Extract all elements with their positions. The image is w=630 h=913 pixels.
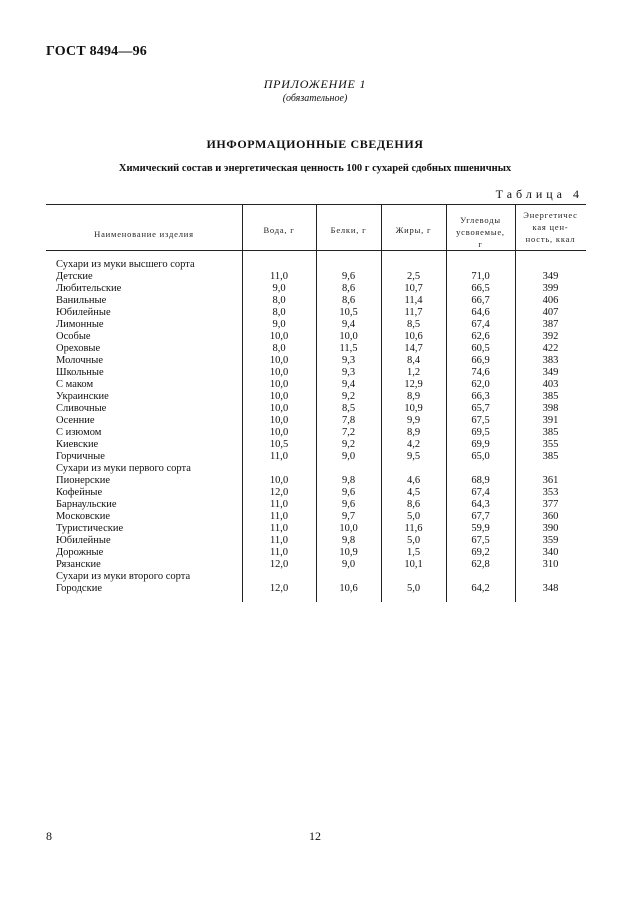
- row-water: 9,0: [272, 283, 286, 294]
- row-carbs: 66,9: [471, 355, 490, 366]
- row-water: 11,0: [270, 523, 288, 534]
- row-fat: 5,0: [406, 535, 421, 546]
- row-name: Школьные: [56, 367, 104, 378]
- row-energy: 385: [542, 451, 559, 462]
- row-fat: 1,2: [406, 367, 421, 378]
- row-energy: 310: [542, 559, 559, 570]
- row-water: 11,0: [270, 271, 288, 282]
- row-name: С маком: [56, 379, 94, 390]
- row-protein: 9,4: [341, 379, 356, 390]
- row-carbs: 69,5: [471, 427, 490, 438]
- table-row: [46, 439, 586, 451]
- row-protein: 9,2: [341, 439, 356, 450]
- table-row: [46, 535, 586, 547]
- row-energy: 349: [542, 271, 559, 282]
- row-name: Пионерские: [56, 475, 111, 486]
- header-protein: Белки, г: [330, 225, 367, 235]
- row-name: Осенние: [56, 415, 95, 426]
- table-row: [46, 307, 586, 319]
- row-carbs: 67,7: [471, 511, 490, 522]
- row-energy: 353: [542, 487, 559, 498]
- table-row: [46, 355, 586, 367]
- row-fat: 8,9: [406, 427, 421, 438]
- row-carbs: 66,5: [471, 283, 490, 294]
- row-name: Любительские: [56, 283, 122, 294]
- row-protein: 9,8: [341, 535, 356, 546]
- footer-number: 8: [46, 829, 52, 843]
- row-carbs: 69,9: [471, 439, 490, 450]
- row-fat: 10,1: [404, 559, 423, 570]
- row-protein: 9,4: [341, 319, 356, 330]
- row-name: Ореховые: [56, 343, 101, 354]
- row-protein: 9,2: [341, 391, 356, 402]
- row-name: Лимонные: [56, 319, 104, 330]
- row-carbs: 65,7: [471, 403, 490, 414]
- row-name: Кофейные: [56, 487, 103, 498]
- table-row: [46, 295, 586, 307]
- row-water: 11,0: [270, 451, 288, 462]
- row-protein: 9,3: [341, 355, 356, 366]
- row-water: 10,0: [269, 379, 289, 390]
- row-protein: 8,6: [341, 295, 356, 306]
- row-name: Дорожные: [56, 547, 104, 558]
- row-fat: 8,4: [406, 355, 421, 366]
- row-water: 10,0: [269, 427, 289, 438]
- table-row: [46, 583, 586, 595]
- row-fat: 10,9: [404, 403, 423, 414]
- row-carbs: 68,9: [471, 475, 490, 486]
- table-row: [46, 331, 586, 343]
- row-water: 11,0: [270, 547, 288, 558]
- row-name: Барнаульские: [56, 499, 117, 510]
- row-name: Детские: [56, 271, 93, 282]
- row-water: 10,5: [269, 439, 289, 450]
- row-energy: 361: [542, 475, 559, 486]
- row-protein: 9,6: [341, 271, 356, 282]
- row-protein: 9,3: [341, 367, 356, 378]
- row-energy: 399: [542, 283, 559, 294]
- row-water: 10,0: [269, 355, 289, 366]
- row-water: 11,0: [270, 511, 288, 522]
- row-water: 9,0: [272, 319, 286, 330]
- row-energy: 392: [542, 331, 559, 342]
- row-fat: 9,5: [406, 451, 421, 462]
- row-water: 12,0: [269, 559, 289, 570]
- row-name: Юбилейные: [56, 535, 111, 546]
- row-carbs: 66,7: [471, 295, 490, 306]
- table-row: [46, 487, 586, 499]
- row-carbs: 67,5: [471, 535, 490, 546]
- row-carbs: 64,6: [471, 307, 490, 318]
- row-protein: 7,8: [341, 415, 356, 426]
- row-protein: 9,6: [341, 499, 356, 510]
- table-row: [46, 403, 586, 415]
- row-energy: 359: [542, 535, 559, 546]
- row-name: Туристические: [56, 523, 124, 534]
- row-fat: 1,5: [406, 547, 421, 558]
- table-caption: Химический состав и энергетическая ценность 100 г сухарей сдобных пшеничных: [118, 163, 512, 174]
- header-carbs-line3: г: [478, 239, 483, 249]
- row-energy: 407: [542, 307, 559, 318]
- row-name: Горчичные: [56, 451, 105, 462]
- row-energy: 391: [542, 415, 559, 426]
- header-energy-line3: ность, ккал: [525, 234, 576, 244]
- row-energy: 422: [542, 343, 559, 354]
- row-fat: 4,2: [406, 439, 421, 450]
- row-fat: 8,6: [406, 499, 421, 510]
- row-name: Ванильные: [56, 295, 107, 306]
- row-water: 10,0: [269, 415, 289, 426]
- table-row: [46, 547, 586, 559]
- row-energy: 398: [542, 403, 559, 414]
- table-row: [46, 499, 586, 511]
- row-water: 10,0: [269, 391, 289, 402]
- table-row: [46, 451, 586, 463]
- row-carbs: 74,6: [471, 367, 490, 378]
- row-fat: 8,9: [406, 391, 421, 402]
- row-energy: 349: [542, 367, 559, 378]
- row-fat: 4,6: [406, 475, 421, 486]
- header-name: Наименование изделия: [94, 229, 194, 239]
- table-row: [46, 343, 586, 355]
- page-number: 12: [309, 829, 321, 843]
- row-carbs: 62,0: [471, 379, 490, 390]
- row-protein: 9,0: [341, 451, 356, 462]
- row-protein: 9,7: [341, 511, 356, 522]
- table-row: [46, 367, 586, 379]
- row-energy: 377: [542, 499, 559, 510]
- row-carbs: 62,6: [471, 331, 490, 342]
- row-protein: 10,6: [339, 583, 358, 594]
- table-number: Таблица 4: [495, 187, 583, 201]
- row-fat: 10,7: [404, 283, 423, 294]
- header-carbs-line1: Углеводы: [460, 215, 501, 225]
- section-heading: Сухари из муки высшего сорта: [56, 259, 195, 270]
- row-water: 8,0: [272, 343, 286, 354]
- section-title: ИНФОРМАЦИОННЫЕ СВЕДЕНИЯ: [206, 137, 424, 151]
- row-water: 10,0: [269, 367, 289, 378]
- row-fat: 4,5: [406, 487, 421, 498]
- row-energy: 390: [542, 523, 559, 534]
- row-fat: 11,4: [404, 295, 423, 306]
- row-name: Сливочные: [56, 403, 107, 414]
- row-energy: 355: [542, 439, 559, 450]
- header-energy: [515, 209, 586, 245]
- row-protein: 10,0: [339, 523, 358, 534]
- row-water: 11,0: [270, 499, 288, 510]
- row-carbs: 67,5: [471, 415, 490, 426]
- row-energy: 403: [542, 379, 559, 390]
- row-carbs: 71,0: [471, 271, 490, 282]
- row-protein: 9,6: [341, 487, 356, 498]
- row-protein: 10,9: [339, 547, 358, 558]
- section-heading: Сухари из муки второго сорта: [56, 571, 191, 582]
- table-row: [46, 427, 586, 439]
- row-fat: 14,7: [404, 343, 423, 354]
- section-heading: Сухари из муки первого сорта: [56, 463, 191, 474]
- row-energy: 385: [542, 391, 559, 402]
- row-water: 11,0: [270, 535, 288, 546]
- row-energy: 340: [542, 547, 559, 558]
- row-fat: 5,0: [406, 511, 421, 522]
- row-name: Молочные: [56, 355, 104, 366]
- row-fat: 2,5: [406, 271, 421, 282]
- table-row: [46, 523, 586, 535]
- row-carbs: 66,3: [471, 391, 490, 402]
- row-fat: 5,0: [406, 583, 421, 594]
- row-protein: 11,5: [339, 343, 358, 354]
- row-carbs: 62,8: [471, 559, 490, 570]
- row-carbs: 64,3: [471, 499, 490, 510]
- row-protein: 10,5: [339, 307, 358, 318]
- table-row: [46, 511, 586, 523]
- row-name: Рязанские: [56, 559, 101, 570]
- row-protein: 8,6: [341, 283, 356, 294]
- table-row: [46, 475, 586, 487]
- table-row: [46, 391, 586, 403]
- row-fat: 9,9: [406, 415, 421, 426]
- row-name: Московские: [56, 511, 111, 522]
- row-energy: 360: [542, 511, 559, 522]
- row-name: Юбилейные: [56, 307, 111, 318]
- row-carbs: 67,4: [471, 319, 490, 330]
- row-protein: 8,5: [341, 403, 356, 414]
- row-carbs: 67,4: [471, 487, 490, 498]
- table-row: [46, 379, 586, 391]
- row-protein: 9,8: [341, 475, 356, 486]
- table-row: [46, 319, 586, 331]
- row-fat: 11,7: [404, 307, 423, 318]
- row-energy: 383: [542, 355, 559, 366]
- row-carbs: 69,2: [471, 547, 490, 558]
- row-name: Городские: [56, 583, 102, 594]
- row-energy: 385: [542, 427, 559, 438]
- row-protein: 10,0: [339, 331, 358, 342]
- row-water: 10,0: [269, 475, 289, 486]
- table-row: [46, 559, 586, 571]
- row-carbs: 60,5: [471, 343, 490, 354]
- header-carbs-line2: усвояемые,: [456, 227, 505, 237]
- row-fat: 8,5: [406, 319, 421, 330]
- table-row: [46, 283, 586, 295]
- row-energy: 406: [542, 295, 559, 306]
- row-protein: 7,2: [341, 427, 356, 438]
- row-name: С изюмом: [56, 427, 102, 438]
- row-energy: 387: [542, 319, 559, 330]
- row-energy: 348: [542, 583, 559, 594]
- row-carbs: 59,9: [471, 523, 490, 534]
- header-energy-line1: Энергетичес: [523, 210, 578, 220]
- appendix-title: ПРИЛОЖЕНИЕ 1: [263, 77, 367, 91]
- standard-number: ГОСТ 8494—96: [46, 44, 147, 59]
- row-water: 8,0: [272, 295, 286, 306]
- row-water: 10,0: [269, 331, 289, 342]
- header-fat: Жиры, г: [395, 225, 432, 235]
- header-carbs: [446, 214, 515, 250]
- row-fat: 11,6: [404, 523, 423, 534]
- row-fat: 10,6: [404, 331, 423, 342]
- table-row: [46, 415, 586, 427]
- header-energy-line2: кая цен-: [532, 222, 569, 232]
- row-carbs: 65,0: [471, 451, 490, 462]
- row-carbs: 64,2: [471, 583, 490, 594]
- row-name: Киевские: [56, 439, 99, 450]
- row-protein: 9,0: [341, 559, 356, 570]
- row-fat: 12,9: [404, 379, 423, 390]
- row-water: 12,0: [269, 487, 289, 498]
- table-row: [46, 271, 586, 283]
- appendix-note: (обязательное): [282, 93, 348, 104]
- header-water: Вода, г: [263, 225, 295, 235]
- row-water: 8,0: [272, 307, 286, 318]
- row-name: Украинские: [56, 391, 109, 402]
- row-name: Особые: [56, 331, 91, 342]
- row-water: 10,0: [269, 403, 289, 414]
- row-water: 12,0: [269, 583, 289, 594]
